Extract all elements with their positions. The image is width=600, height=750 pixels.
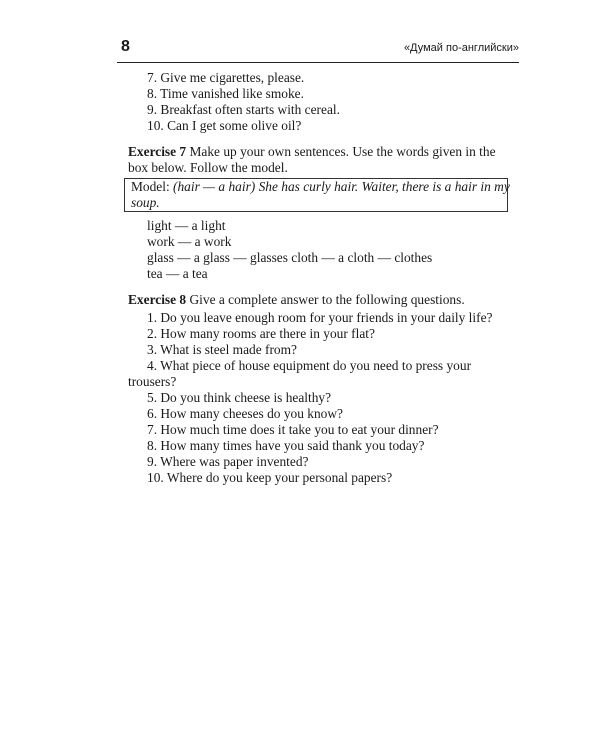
exercise8-instruction-text: Give a complete answer to the following questions. [186,292,465,307]
question-item: 6. How many cheeses do you know? [147,406,343,421]
running-title: «Думай по-английски» [403,42,519,54]
question-item: 1. Do you leave enough room for your friends in your daily life? [147,310,493,325]
question-item: 5. Do you think cheese is healthy? [147,390,332,405]
word-item: work — a work [147,234,232,249]
word-item: glass — a glass — glasses cloth — a cloth — clothes [147,250,433,265]
question-item: 2. How many rooms are there in your flat? [147,326,375,341]
page-header [117,38,519,63]
exercise7-label: Exercise 7 [128,144,187,159]
list-item: 7. Give me cigarettes, please. [147,70,305,85]
question-item-cont: trousers? [128,374,177,389]
model-example: (hair — a hair) She has curly hair. Waiter, there is a hair in my [173,179,510,194]
list-item: 9. Breakfast often starts with cereal. [147,102,340,117]
exercise7-instruction-text: Make up your own sentences. Use the words given in the [186,144,496,159]
exercise8-instruction [128,292,465,308]
model-line-1 [131,179,510,195]
model-line-2: soup. [131,195,160,210]
model-label: Model: [131,179,174,194]
word-item: light — a light [147,218,226,233]
question-item: 10. Where do you keep your personal papers? [147,470,393,485]
word-item: tea — a tea [147,266,208,281]
page-number: 8 [121,38,130,55]
list-item: 8. Time vanished like smoke. [147,86,304,101]
question-item: 4. What piece of house equipment do you need to press your [147,358,472,373]
exercise7-instruction [128,144,496,160]
list-item: 10. Can I get some olive oil? [147,118,302,133]
question-item: 7. How much time does it take you to eat your dinner? [147,422,439,437]
model-box [124,178,508,212]
exercise7-instruction-cont: box below. Follow the model. [128,160,288,175]
question-item: 3. What is steel made from? [147,342,297,357]
exercise8-label: Exercise 8 [128,292,187,307]
question-item: 8. How many times have you said thank you today? [147,438,425,453]
question-item: 9. Where was paper invented? [147,454,309,469]
